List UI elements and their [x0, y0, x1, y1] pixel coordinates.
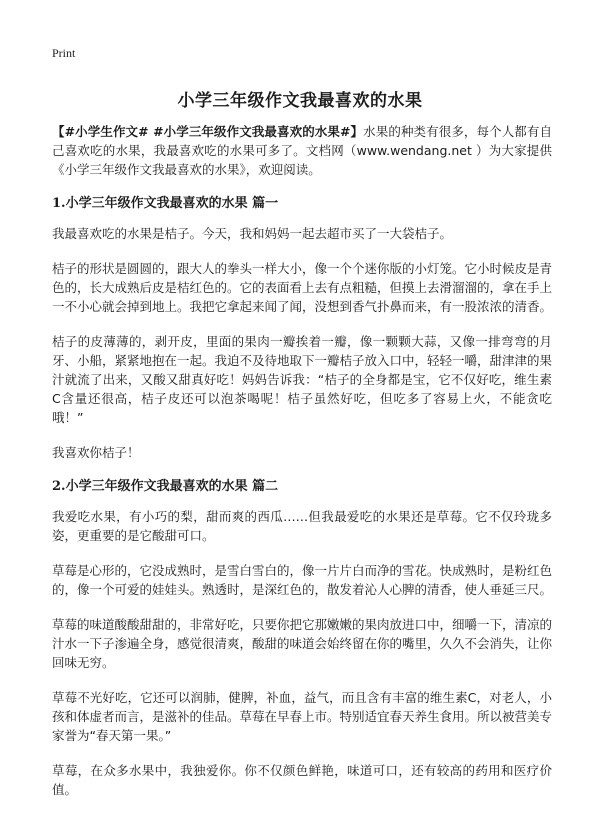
section-2-paragraph-4: 草莓不光好吃，它还可以润肺，健脾，补血，益气，而且含有丰富的维生素C，对老人，小孩和体虚者而言，是滋补的佳品。草莓在早春上市。特别适宜春天养生食用。所以被营美专家誉为“春天第一果。”	[52, 690, 553, 743]
section-2-paragraph-2: 草莓是心形的，它没成熟时，是雪白雪白的，像一片片白而净的雪花。快成熟时，是粉红色的，像一个可爱的娃娃头。熟透时，是深红色的，散发着沁人心脾的清香，使人垂延三尺。	[52, 563, 553, 597]
section-2-paragraph-5: 草莓，在众多水果中，我独爱你。你不仅颜色鲜艳，味道可口，还有较高的药用和医疗价值。	[52, 763, 552, 797]
section-2-paragraph-1: 我爱吃水果，有小巧的梨，甜而爽的西瓜……但我最爱吃的水果还是草莓。它不仅玲珑多姿，更重要的是它酸甜可口。	[52, 509, 552, 543]
section-heading-2: 2.小学三年级作文我最喜欢的水果 篇二	[52, 479, 279, 494]
article-body	[52, 122, 552, 799]
print-link[interactable]: Print	[52, 46, 76, 60]
section-heading-1: 1.小学三年级作文我最喜欢的水果 篇一	[52, 196, 279, 211]
section-1-paragraph-3: 桔子的皮薄薄的，剥开皮，里面的果肉一瓣挨着一瓣，像一颗颗大蒜，又像一排弯弯的月牙、小船，紧紧地抱在一起。我迫不及待地取下一瓣桔子放入口中，轻轻一嚼，甜津津的果汁就流了出来，又酸又甜真好吃！妈妈告诉我：“桔子的全身都是宝，它不仅好吃，维生素C含量还很高，桔子皮还可以泡茶喝呢！桔子虽然好吃，但吃多了容易上火，不能贪吃哦！”	[52, 334, 553, 425]
section-1-paragraph-4: 我喜欢你桔子！	[52, 445, 140, 460]
section-1-paragraph-1: 我最喜欢吃的水果是桔子。今天，我和妈妈一起去超市买了一大袋桔子。	[52, 226, 453, 241]
intro-tags: 【#小学生作文# #小学三年级作文我最喜欢的水果#】	[52, 124, 364, 139]
intro-text: 水果的种类有很多，每个人都有自己喜欢吃的水果，我最喜欢吃的水果可多了。文档网（www.wendang.net ）为大家提供《小学三年级作文我最喜欢的水果》，欢迎阅读。	[52, 124, 552, 177]
page-title: 小学三年级作文我最喜欢的水果	[177, 91, 423, 111]
intro-paragraph	[52, 122, 552, 179]
section-1-paragraph-2: 桔子的形状是圆圆的，跟大人的拳头一样大小，像一个个迷你版的小灯笼。它小时候皮是青色的，长大成熟后皮是桔红色的。它的表面看上去有点粗糙，但摸上去滑溜溜的，拿在手上一不小心就会掉到地上。我把它拿起来闻了闻，没想到香气扑鼻而来，有一股浓浓的清香。	[52, 261, 553, 314]
section-2-paragraph-3: 草莓的味道酸酸甜甜的，非常好吃，只要你把它那嫩嫩的果肉放进口中，细嚼一下，清凉的汁水一下子渗遍全身，感觉很清爽，酸甜的味道会始终留在你的嘴里，久久不会消失，让你回味无穷。	[52, 617, 553, 670]
